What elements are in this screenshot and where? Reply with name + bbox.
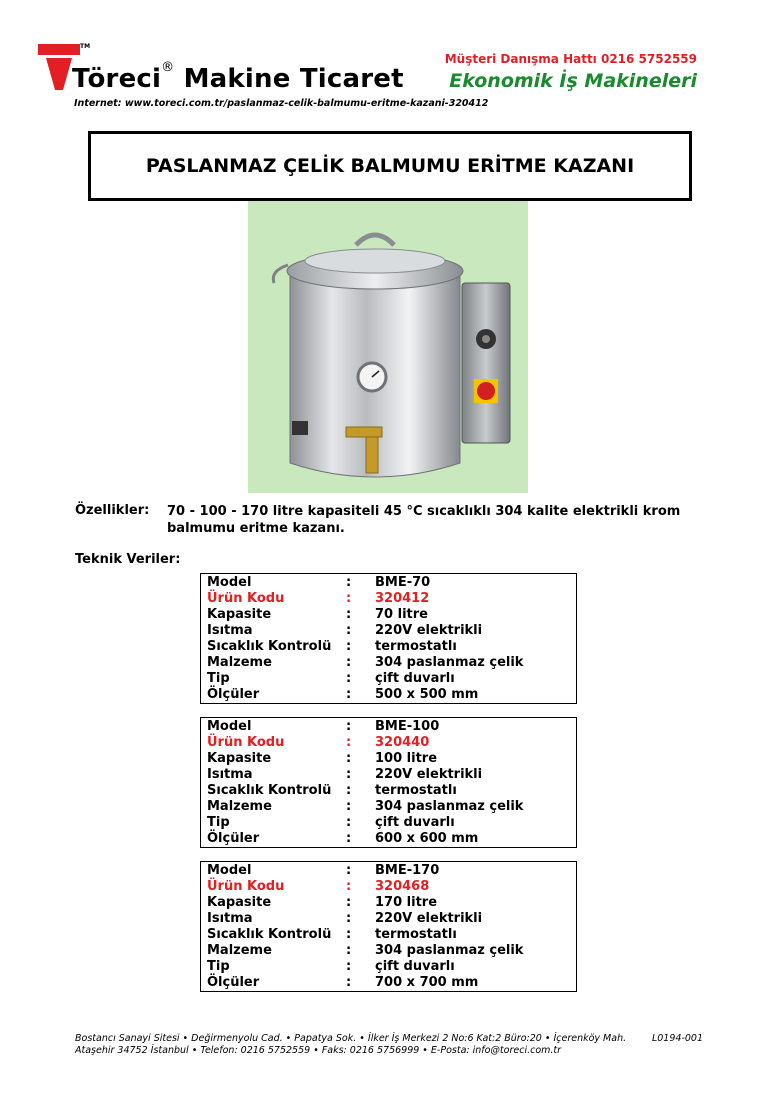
spec-row: Tip : çift duvarlı — [207, 959, 455, 974]
spec-row: Malzeme : 304 paslanmaz çelik — [207, 799, 524, 814]
spec-row-product-code: Ürün Kodu : 320412 — [207, 591, 430, 606]
spec-row: Isıtma : 220V elektrikli — [207, 623, 483, 638]
spec-row: Sıcaklık Kontrolü : termostatlı — [207, 927, 457, 942]
spec-table-bme-170 — [200, 861, 577, 992]
spec-table-bme-70 — [200, 573, 577, 704]
title-box — [88, 131, 692, 201]
technical-data-label: Teknik Veriler: — [75, 552, 181, 567]
page-title: PASLANMAZ ÇELİK BALMUMU ERİTME KAZANI — [145, 155, 635, 177]
spec-row: Sıcaklık Kontrolü : termostatlı — [207, 639, 457, 654]
product-photo — [248, 201, 528, 493]
spec-row: Ölçüler : 500 x 500 mm — [207, 687, 479, 702]
spec-row: Ölçüler : 700 x 700 mm — [207, 975, 479, 990]
spec-row: Kapasite : 170 litre — [207, 895, 438, 910]
spec-row: Malzeme : 304 paslanmaz çelik — [207, 943, 524, 958]
slogan: Ekonomik İş Makineleri — [449, 70, 697, 92]
document-code: L0194-001 — [651, 1033, 703, 1044]
spec-row: Malzeme : 304 paslanmaz çelik — [207, 655, 524, 670]
features-text: 70 - 100 - 170 litre kapasiteli 45 °C sıcaklıklı 304 kalite elektrikli krom balmumu eritme kazanı. — [167, 504, 681, 536]
spec-row: Isıtma : 220V elektrikli — [207, 767, 483, 782]
footer-address-line-1: Bostancı Sanayi Sitesi • Değirmenyolu Cad. • Papatya Sok. • İlker İş Merkezi 2 No:6 Kat:2 Büro:20 • İçerenköy Mah. — [75, 1033, 627, 1044]
spec-row: Sıcaklık Kontrolü : termostatlı — [207, 783, 457, 798]
spec-row: Tip : çift duvarlı — [207, 815, 455, 830]
spec-row: Tip : çift duvarlı — [207, 671, 455, 686]
spec-table-bme-100 — [200, 717, 577, 848]
features-label: Özellikler: — [75, 503, 150, 518]
page-url: Internet: www.toreci.com.tr/paslanmaz-celik-balmumu-eritme-kazani-320412 — [74, 98, 489, 109]
trademark-mark: TM — [80, 43, 91, 50]
brand-name: Töreci® Makine Ticaret — [72, 60, 404, 94]
spec-row: Ölçüler : 600 x 600 mm — [207, 831, 479, 846]
spec-row: Kapasite : 100 litre — [207, 751, 438, 766]
spec-row-product-code: Ürün Kodu : 320468 — [207, 879, 430, 894]
spec-row-product-code: Ürün Kodu : 320440 — [207, 735, 430, 750]
spec-row: Model : BME-100 — [207, 719, 440, 734]
spec-row: Kapasite : 70 litre — [207, 607, 428, 622]
stainless-steel-pot-icon — [248, 201, 528, 493]
spec-row: Model : BME-70 — [207, 575, 431, 590]
footer-address-line-2: Ataşehir 34752 İstanbul • Telefon: 0216 5752559 • Faks: 0216 5756999 • E-Posta: info@toreci.com.tr — [75, 1045, 562, 1056]
customer-hotline: Müşteri Danışma Hattı 0216 5752559 — [444, 52, 697, 66]
spec-row: Model : BME-170 — [207, 863, 440, 878]
spec-row: Isıtma : 220V elektrikli — [207, 911, 483, 926]
